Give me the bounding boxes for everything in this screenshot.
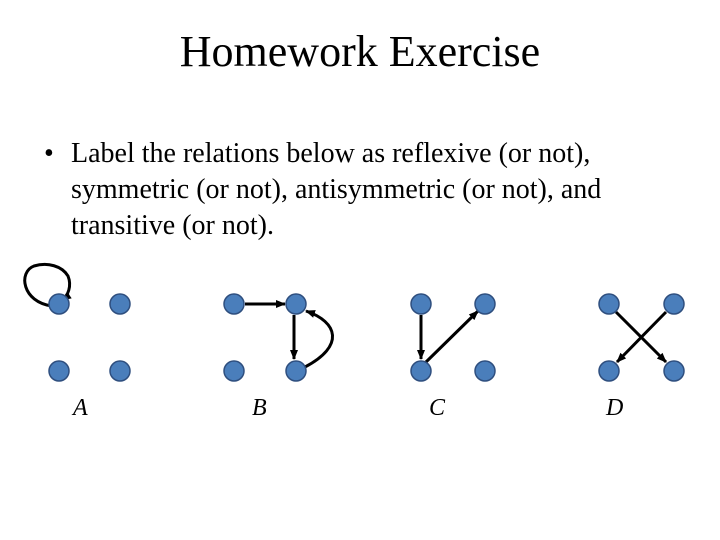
graph-b-label: B <box>252 395 267 421</box>
graph-c <box>411 294 495 381</box>
graph-a-node-top-left <box>49 294 69 314</box>
graph-c-node-top-right <box>475 294 495 314</box>
graph-a-node-top-right <box>110 294 130 314</box>
graph-d-label: D <box>606 395 624 421</box>
graph-d-node-bottom-right <box>664 361 684 381</box>
graph-b-node-top-right <box>286 294 306 314</box>
slide-title: Homework Exercise <box>179 27 541 76</box>
graph-a-node-bottom-left <box>49 361 69 381</box>
graph-d-node-bottom-left <box>599 361 619 381</box>
graph-c-node-top-left <box>411 294 431 314</box>
graph-d-node-top-right <box>664 294 684 314</box>
graph-b-node-bottom-left <box>224 361 244 381</box>
graph-a <box>25 264 130 381</box>
graph-b-node-top-left <box>224 294 244 314</box>
graph-a-label: A <box>73 395 88 421</box>
graph-b-node-bottom-right <box>286 361 306 381</box>
graph-b <box>224 294 333 381</box>
graph-b-curved-edge-bottom-right-to-top-right <box>305 311 333 367</box>
instruction-text: Label the relations below as reflexive (or not), symmetric (or not), antisymmetric (or not), and transitive (or not). <box>71 138 602 241</box>
graph-c-node-bottom-right <box>475 361 495 381</box>
graph-c-label: C <box>429 395 446 421</box>
graph-c-node-bottom-left <box>411 361 431 381</box>
graph-a-node-bottom-right <box>110 361 130 381</box>
graph-d-node-top-left <box>599 294 619 314</box>
graph-c-edge-bottom-left-to-top-right <box>426 311 478 362</box>
graph-d <box>599 294 684 381</box>
bullet-dot-icon: • <box>44 138 54 169</box>
